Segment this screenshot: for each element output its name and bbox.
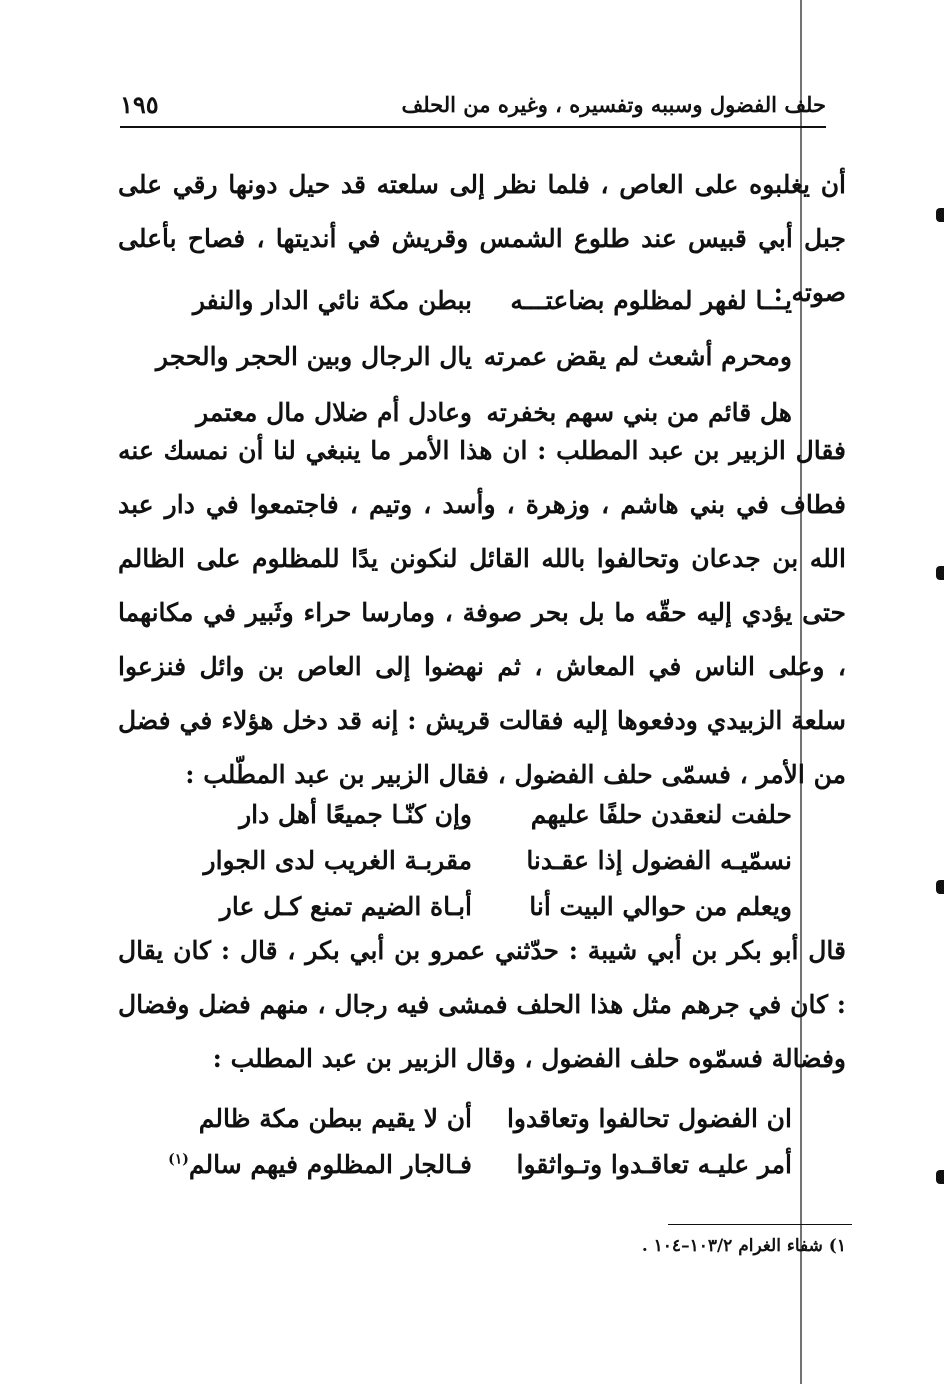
main-text xyxy=(118,0,846,1384)
verse-hemistich-first: ومحرم أشعث لم يقض عمرته xyxy=(483,342,792,371)
paragraph: فقال الزبير بن عبد المطلب : ان هذا الأمر ما ينبغي لنا أن نمسك عنه فطاف في بني هاشم ، وزهرة ، وأسد ، وتيم ، فاجتمعوا في دار عبد الله بن جدعان وتحالفوا بالله القائل لنكونن يدًا للمظلوم على الظالم حتى يؤدي إليه حقّه ما بل بحر صوفة ، ومارسا حراء وثَبير في مكانهما ، وعلى الناس في المعاش ، ثم نهضوا إلى العاص بن وائل فنزعوا سلعة الزبيدي ودفعوها إليه فقالت قريش : إنه قد دخل هؤلاء في فضل من الأمر ، فسمّى حلف الفضول ، فقال الزبير بن عبد المطّلب : xyxy=(118,436,846,789)
edge-mark xyxy=(936,880,944,894)
verse-hemistich-first: ويعلم من حوالي البيت أنا xyxy=(529,892,792,921)
edge-mark xyxy=(936,208,944,222)
verse-hemistich-second: مقربـة الغريب لدى الجوار xyxy=(203,846,472,875)
verse-hemistich-first: أمر عليـه تعاقـدوا وتـواثقوا xyxy=(516,1150,792,1179)
paragraph: قال أبو بكر بن أبي شيبة : حدّثني عمرو بن أبي بكر ، قال : كان يقال : كان في جرهم مثل هذا الحلف فمشى فيه رجال ، منهم فضل وفضال وفضالة فسمّوه حلف الفضول ، وقال الزبير بن عبد المطلب : xyxy=(118,936,846,1073)
verse-hemistich-second xyxy=(168,1150,472,1179)
verse-hemistich-second: يال الرجال وبين الحجر والحجر xyxy=(155,342,472,371)
footnote: ١) شفاء الغرام ١٠٣/٢–١٠٤ . xyxy=(641,1236,846,1256)
verse-hemistich-first: نسمّيـه الفضول إذا عقـدنا xyxy=(526,846,792,875)
verse-hemistich-second: أبـاة الضيم تمنع كـل عار xyxy=(219,892,472,921)
verse-line xyxy=(172,276,792,332)
footnote-reference[interactable]: (١) xyxy=(168,1151,189,1168)
verse-line xyxy=(155,332,792,388)
verse-hemistich-second: ببطن مكة نائي الدار والنفر xyxy=(192,286,472,315)
page-number: ١٩٥ xyxy=(120,90,159,119)
verse-line xyxy=(168,1140,792,1196)
edge-mark xyxy=(936,1170,944,1184)
verse-text: فـالجار المظلوم فيهم سالم xyxy=(188,1150,472,1179)
footnote-rule xyxy=(668,1224,852,1225)
verse-hemistich-first: هل قائم من بني سهم بخفرته xyxy=(486,398,792,427)
verse-hemistich-first: حلفت لنعقدن حلفًا عليهم xyxy=(530,800,792,829)
verse-hemistich-second: أن لا يقيم ببطن مكة ظالم xyxy=(198,1104,472,1133)
running-title: حلف الفضول وسببه وتفسيره ، وغيره من الحلف xyxy=(401,92,826,117)
edge-mark xyxy=(936,566,944,580)
verse-hemistich-second: وعادل أم ضلال مال معتمر xyxy=(196,398,472,427)
verse-hemistich-first: يـــا لفهر لمظلوم بضاعتـــه xyxy=(510,286,792,315)
paragraph: أن يغلبوه على العاص ، فلما نظر إلى سلعته قد حيل دونها رقي على جبل أبي قبيس عند طلوع الشمس وقريش في أنديتها ، فصاح بأعلى صوته : xyxy=(118,170,846,307)
verse-hemistich-second: وإن كنّـا جميعًا أهل دار xyxy=(239,800,472,829)
verse-hemistich-first: ان الفضول تحالفوا وتعاقدوا xyxy=(506,1104,792,1133)
